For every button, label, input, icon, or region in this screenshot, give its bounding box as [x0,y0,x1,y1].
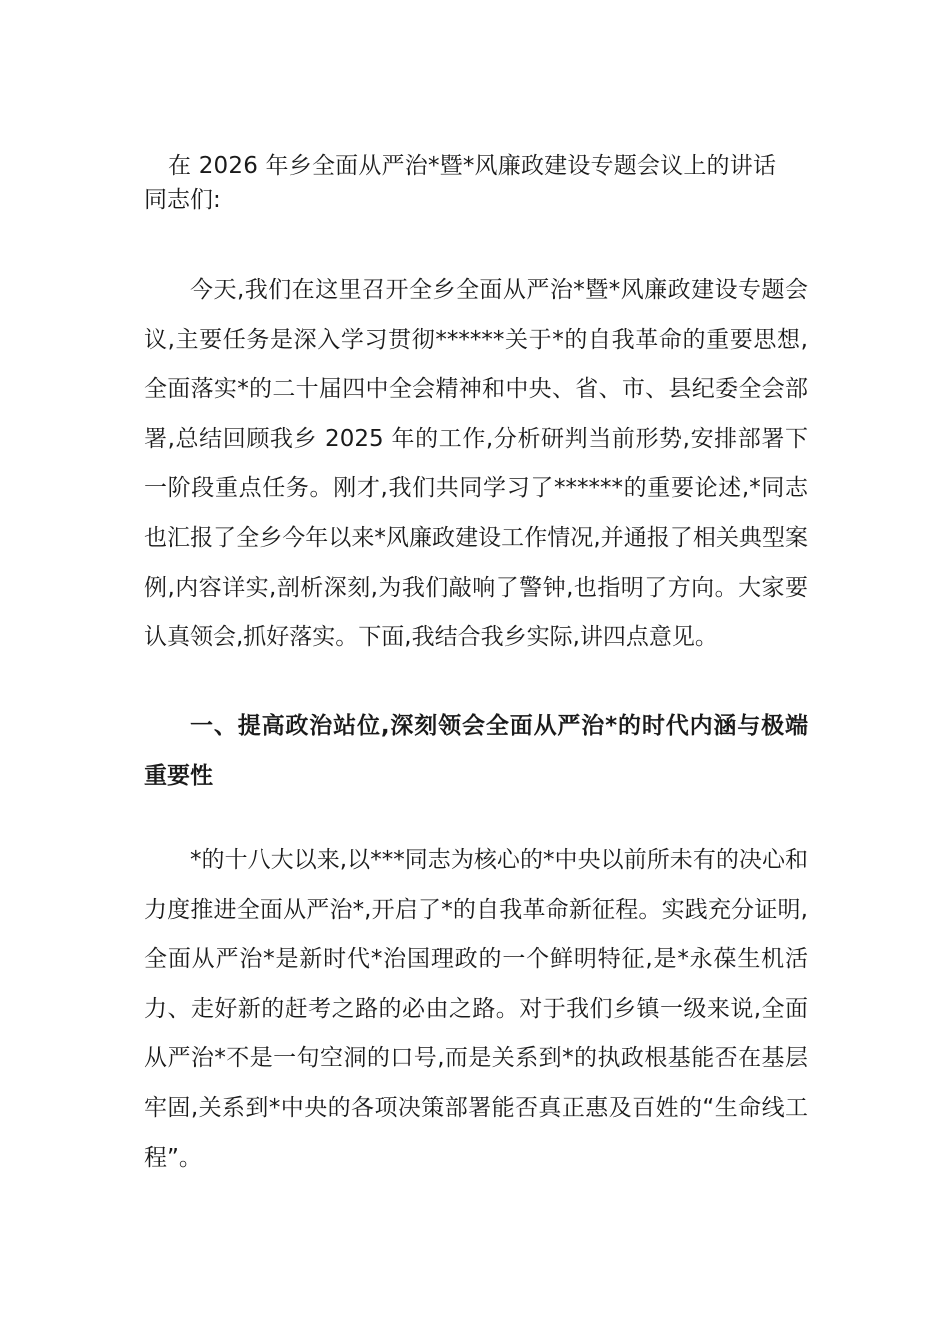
section-paragraph: *的十八大以来,以***同志为核心的*中央以前所未有的决心和力度推进全面从严治*,开启了*的自我革命新征程。实践充分证明,全面从严治*是新时代*治国理政的一个鲜明特征,是*永葆生机活力、走好新的赶考之路的必由之路。对于我们乡镇一级来说,全面从严治*不是一句空洞的口号,而是关系到*的执政根基能否在基层牢固,关系到*中央的各项决策部署能否真正惠及百姓的“生命线工程”。 [144,847,808,1171]
salutation: 同志们: [144,187,221,213]
document-title: 在 2026 年乡全面从严治*暨*风廉政建设专题会议上的讲话 [168,153,777,179]
intro-paragraph: 今天,我们在这里召开全乡全面从严治*暨*风廉政建设专题会议,主要任务是深入学习贯彻******关于*的自我革命的重要思想,全面落实*的二十届四中全会精神和中央、省、市、县纪委全会部署,总结回顾我乡 2025 年的工作,分析研判当前形势,安排部署下一阶段重点任务。刚才,我们共同学习了******的重要论述,*同志也汇报了全乡今年以来*风廉政建设工作情况,并通报了相关典型案例,内容详实,剖析深刻,为我们敲响了警钟,也指明了方向。大家要认真领会,抓好落实。下面,我结合我乡实际,讲四点意见。 [144,277,808,651]
section-heading: 一、提高政治站位,深刻领会全面从严治*的时代内涵与极端重要性 [144,713,808,789]
